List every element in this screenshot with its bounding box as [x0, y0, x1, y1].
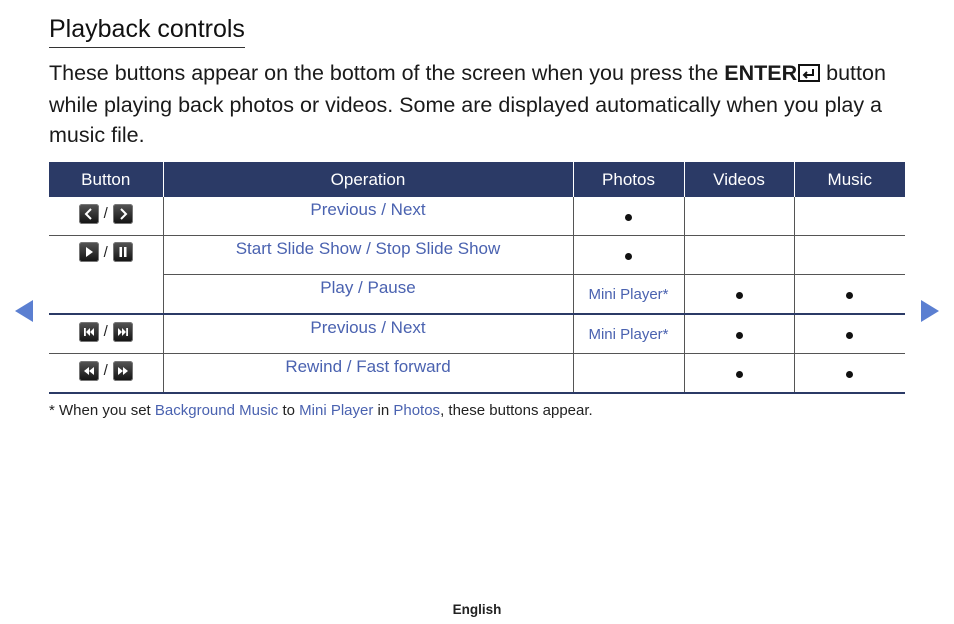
intro-text-end: button while playing back photos or videos. Some are displayed automatically when you play a music file. — [49, 61, 886, 147]
videos-cell — [684, 314, 794, 354]
supported-dot — [846, 371, 853, 378]
header-operation: Operation — [163, 162, 573, 197]
header-button: Button — [49, 162, 163, 197]
operation-cell: Previous / Next — [163, 314, 573, 354]
fast-forward-icon — [113, 361, 133, 381]
supported-dot — [736, 292, 743, 299]
footnote-background-music: Background Music — [154, 402, 279, 419]
play-icon — [79, 242, 99, 262]
playback-controls-table — [49, 162, 905, 394]
supported-dot — [846, 292, 853, 299]
table-row — [49, 236, 905, 275]
next-page-arrow-icon[interactable] — [921, 300, 939, 322]
photos-cell: Mini Player* — [573, 275, 684, 315]
button-separator: / — [103, 323, 108, 340]
footnote — [49, 402, 593, 419]
page-title: Playback controls — [49, 14, 245, 48]
footnote-prefix: * When you set — [49, 402, 155, 419]
supported-dot — [736, 332, 743, 339]
enter-icon — [798, 60, 820, 90]
photos-cell — [573, 236, 684, 275]
footnote-mini-player: Mini Player — [299, 402, 374, 419]
videos-cell — [684, 197, 794, 236]
header-photos: Photos — [573, 162, 684, 197]
table-header-row — [49, 162, 905, 197]
button-separator: / — [103, 205, 108, 222]
button-separator: / — [103, 362, 108, 379]
table-row — [49, 314, 905, 354]
rewind-icon — [79, 361, 99, 381]
table-row — [49, 275, 905, 315]
music-cell — [794, 197, 905, 236]
photos-cell: Mini Player* — [573, 314, 684, 354]
table-row — [49, 197, 905, 236]
intro-paragraph — [49, 58, 909, 150]
footnote-photos: Photos — [393, 402, 441, 419]
button-separator: / — [103, 243, 108, 261]
videos-cell — [684, 236, 794, 275]
right-arrow-icon — [113, 204, 133, 224]
music-cell — [794, 275, 905, 315]
photos-cell — [573, 197, 684, 236]
page-language-label: English — [452, 602, 502, 617]
operation-cell: Start Slide Show / Stop Slide Show — [163, 236, 573, 275]
videos-cell — [684, 275, 794, 315]
footnote-mid1: to — [278, 402, 300, 419]
enter-word: ENTER — [724, 61, 798, 85]
skip-forward-icon — [113, 322, 133, 342]
supported-dot — [736, 371, 743, 378]
music-cell — [794, 236, 905, 275]
pause-icon — [113, 242, 133, 262]
previous-page-arrow-icon[interactable] — [15, 300, 33, 322]
supported-dot — [625, 253, 632, 260]
skip-back-icon — [79, 322, 99, 342]
footnote-mid2: in — [373, 402, 394, 419]
music-cell — [794, 314, 905, 354]
table-row — [49, 354, 905, 394]
operation-cell: Play / Pause — [163, 275, 573, 315]
supported-dot — [625, 214, 632, 221]
operation-cell: Rewind / Fast forward — [163, 354, 573, 394]
videos-cell — [684, 354, 794, 394]
header-videos: Videos — [684, 162, 794, 197]
button-cell — [49, 314, 163, 354]
intro-text-start: These buttons appear on the bottom of the screen when you press the — [49, 61, 725, 85]
photos-cell — [573, 354, 684, 394]
supported-dot — [846, 332, 853, 339]
footnote-suffix: , these buttons appear. — [440, 402, 593, 419]
left-arrow-icon — [79, 204, 99, 224]
button-cell — [49, 197, 163, 236]
button-cell — [49, 354, 163, 394]
operation-cell: Previous / Next — [163, 197, 573, 236]
music-cell — [794, 354, 905, 394]
header-music: Music — [794, 162, 905, 197]
button-cell — [49, 236, 163, 315]
